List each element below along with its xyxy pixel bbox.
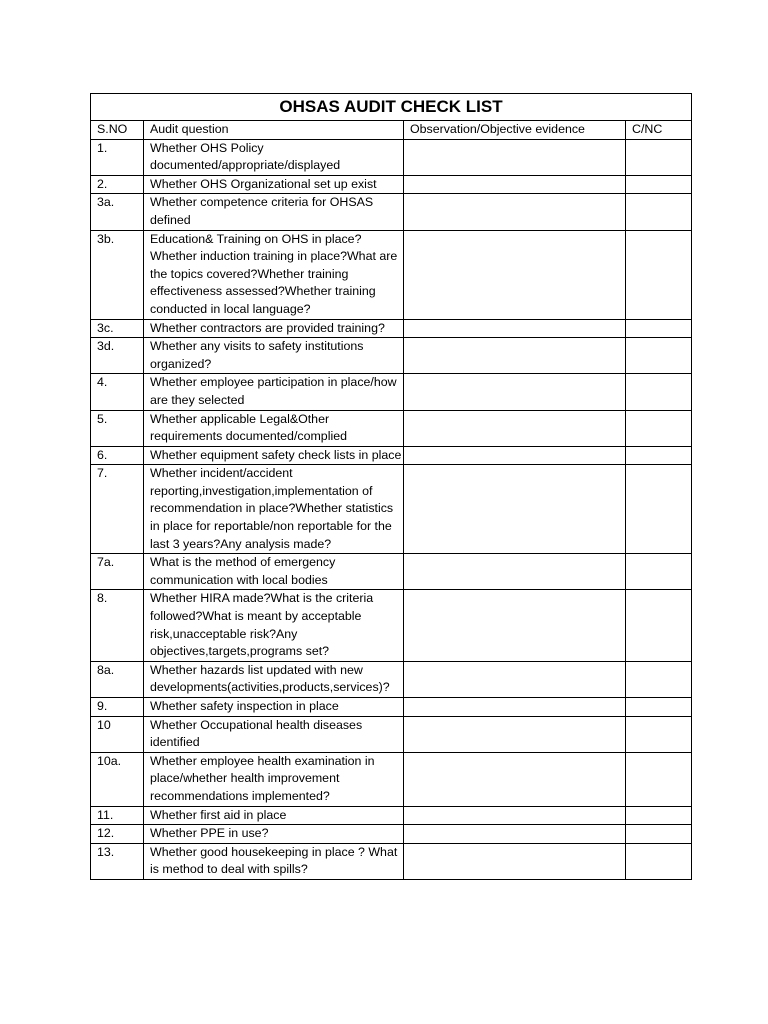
row-audit-question: Whether HIRA made?What is the criteria followed?What is meant by acceptable risk,unacceptable risk?Any objectives,targets,programs set? — [144, 590, 404, 661]
row-cnc-cell[interactable] — [626, 410, 692, 446]
table-row — [91, 175, 692, 194]
row-audit-question: What is the method of emergency communication with local bodies — [144, 554, 404, 590]
table-row — [91, 374, 692, 410]
row-audit-question: Whether employee participation in place/how are they selected — [144, 374, 404, 410]
row-observation-cell[interactable] — [404, 446, 626, 465]
row-sno: 3a. — [91, 194, 144, 230]
header-audit-question: Audit question — [144, 121, 404, 140]
row-audit-question: Whether any visits to safety institutions organized? — [144, 338, 404, 374]
row-cnc-cell[interactable] — [626, 374, 692, 410]
row-sno: 13. — [91, 843, 144, 879]
row-sno: 8. — [91, 590, 144, 661]
table-row — [91, 338, 692, 374]
row-observation-cell[interactable] — [404, 716, 626, 752]
row-sno: 3b. — [91, 230, 144, 319]
row-sno: 9. — [91, 698, 144, 717]
row-cnc-cell[interactable] — [626, 554, 692, 590]
row-observation-cell[interactable] — [404, 843, 626, 879]
table-row — [91, 319, 692, 338]
row-cnc-cell[interactable] — [626, 230, 692, 319]
table-row — [91, 698, 692, 717]
row-cnc-cell[interactable] — [626, 465, 692, 554]
row-observation-cell[interactable] — [404, 175, 626, 194]
row-audit-question: Whether incident/accident reporting,investigation,implementation of recommendation in place?Whether statistics in place for reportable/non reportable for the last 3 years?Any analysis made? — [144, 465, 404, 554]
row-audit-question: Education& Training on OHS in place? Whether induction training in place?What are the topics covered?Whether training effectiveness assessed?Whether training conducted in local language? — [144, 230, 404, 319]
row-sno: 3d. — [91, 338, 144, 374]
table-row — [91, 716, 692, 752]
row-sno: 8a. — [91, 661, 144, 697]
table-row — [91, 194, 692, 230]
title-row — [91, 94, 692, 121]
row-sno: 10 — [91, 716, 144, 752]
row-cnc-cell[interactable] — [626, 843, 692, 879]
row-audit-question: Whether OHS Organizational set up exist — [144, 175, 404, 194]
row-cnc-cell[interactable] — [626, 338, 692, 374]
row-sno: 11. — [91, 806, 144, 825]
row-audit-question: Whether good housekeeping in place ? What is method to deal with spills? — [144, 843, 404, 879]
row-cnc-cell[interactable] — [626, 139, 692, 175]
row-audit-question: Whether first aid in place — [144, 806, 404, 825]
row-audit-question: Whether PPE in use? — [144, 825, 404, 844]
row-cnc-cell[interactable] — [626, 194, 692, 230]
row-observation-cell[interactable] — [404, 590, 626, 661]
row-observation-cell[interactable] — [404, 194, 626, 230]
table-row — [91, 825, 692, 844]
row-cnc-cell[interactable] — [626, 806, 692, 825]
row-observation-cell[interactable] — [404, 554, 626, 590]
row-sno: 3c. — [91, 319, 144, 338]
row-audit-question: Whether employee health examination in place/whether health improvement recommendations implemented? — [144, 752, 404, 806]
row-audit-question: Whether OHS Policy documented/appropriate/displayed — [144, 139, 404, 175]
row-audit-question: Whether Occupational health diseases identified — [144, 716, 404, 752]
row-observation-cell[interactable] — [404, 410, 626, 446]
row-audit-question: Whether equipment safety check lists in place — [144, 446, 404, 465]
table-row — [91, 752, 692, 806]
row-audit-question: Whether applicable Legal&Other requirements documented/complied — [144, 410, 404, 446]
row-observation-cell[interactable] — [404, 825, 626, 844]
row-cnc-cell[interactable] — [626, 590, 692, 661]
row-cnc-cell[interactable] — [626, 698, 692, 717]
table-row — [91, 410, 692, 446]
row-observation-cell[interactable] — [404, 230, 626, 319]
table-row — [91, 843, 692, 879]
row-cnc-cell[interactable] — [626, 175, 692, 194]
row-sno: 7. — [91, 465, 144, 554]
row-observation-cell[interactable] — [404, 319, 626, 338]
table-row — [91, 661, 692, 697]
header-cnc: C/NC — [626, 121, 692, 140]
audit-checklist-sheet — [90, 93, 691, 880]
row-sno: 2. — [91, 175, 144, 194]
audit-checklist-table — [90, 93, 692, 880]
row-sno: 12. — [91, 825, 144, 844]
row-cnc-cell[interactable] — [626, 661, 692, 697]
row-cnc-cell[interactable] — [626, 752, 692, 806]
row-observation-cell[interactable] — [404, 661, 626, 697]
table-row — [91, 806, 692, 825]
row-audit-question: Whether competence criteria for OHSAS defined — [144, 194, 404, 230]
row-sno: 7a. — [91, 554, 144, 590]
row-audit-question: Whether contractors are provided training? — [144, 319, 404, 338]
row-observation-cell[interactable] — [404, 465, 626, 554]
header-sno: S.NO — [91, 121, 144, 140]
row-sno: 6. — [91, 446, 144, 465]
table-row — [91, 139, 692, 175]
row-observation-cell[interactable] — [404, 698, 626, 717]
row-observation-cell[interactable] — [404, 752, 626, 806]
row-observation-cell[interactable] — [404, 806, 626, 825]
row-observation-cell[interactable] — [404, 139, 626, 175]
table-row — [91, 465, 692, 554]
row-cnc-cell[interactable] — [626, 446, 692, 465]
row-audit-question: Whether hazards list updated with new developments(activities,products,services)? — [144, 661, 404, 697]
row-sno: 5. — [91, 410, 144, 446]
row-sno: 4. — [91, 374, 144, 410]
header-observation: Observation/Objective evidence — [404, 121, 626, 140]
row-observation-cell[interactable] — [404, 374, 626, 410]
row-audit-question: Whether safety inspection in place — [144, 698, 404, 717]
document-title: OHSAS AUDIT CHECK LIST — [91, 94, 692, 121]
table-row — [91, 230, 692, 319]
row-cnc-cell[interactable] — [626, 716, 692, 752]
row-sno: 1. — [91, 139, 144, 175]
row-observation-cell[interactable] — [404, 338, 626, 374]
row-cnc-cell[interactable] — [626, 319, 692, 338]
table-row — [91, 554, 692, 590]
table-row — [91, 590, 692, 661]
row-sno: 10a. — [91, 752, 144, 806]
row-cnc-cell[interactable] — [626, 825, 692, 844]
table-row — [91, 446, 692, 465]
header-row — [91, 121, 692, 140]
